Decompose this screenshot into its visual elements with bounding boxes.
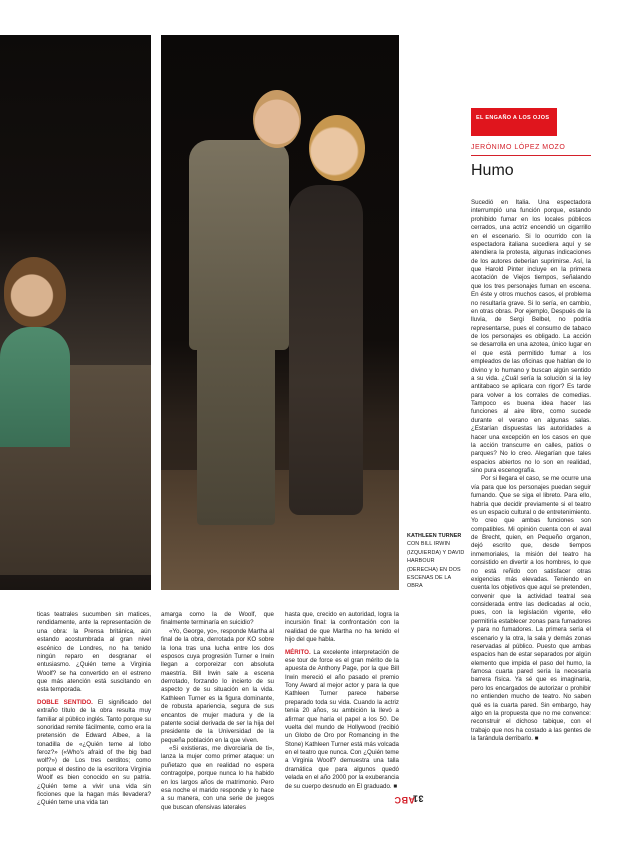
sidebar-paragraph-2: Por si llegara el caso, se me ocurre una vía para que los personajes puedan seguir fumando. Que se siga el libreto. Para ello, habría que decidir previamente si el teatro es un espacio cultural o de entretenimiento. Yo creo que ambas funciones son compatibles. Mi opinión cuenta con el aval de Brecht, quien, en Pequeño organon, dejó escrito que, desde tiempos inmemoriales, la misión del teatro ha consistido en divertir a los hombres, lo que no está reñido con satisfacer otras exigencias más elevadas. Teniendo en cuenta los objetivos que aquí se pretenden, convenir que la actividad teatral sea considerada entre las dedicadas al ocio, pues, con la legislación vigente, ello permitiría establecer zonas para fumadores y para no fumadores. La primera sería el escenario y la otra, la sala y demás zonas reservadas al público. Puesto que ambas espacios han de estar separados por algún elemento que impida el paso del humo, la famosa cuarta pared sería la necesaria barrera física. Ya sé que es imaginaria, pero los encargados de autorizar o prohibir no entienden mucho de teatro. No saben qué es la cuarta pared. Sin embargo, hay algo en la propuesta que no me convence: reconstruir el dichoso tabique, con el trabajo que nos ha costado a las gentes de la farándula derribarlo. ■ [471, 475, 591, 742]
article-column-1 [37, 611, 151, 829]
byline-rule [471, 155, 591, 156]
article-paragraph: hasta que, crecido en autoridad, logra la incursión final: la confrontación con la realidad de que Martha no ha tenido el hijo del que habla. [285, 611, 399, 644]
article-paragraph: ticas teatrales sucumben sin matices, rendidamente, ante la representación de una obra: la Prensa británica, aún estando acostumbrada al gran nivel escénico de Londres, no ha tenido ningún reparo en desgranar el entusiasmo. ¿Quién teme a Virginia Woolf? se ha convertido en el estreno que más atención está suscitando en esta temporada. [37, 611, 151, 694]
actress-dress [289, 185, 363, 515]
article-text: La excelente interpretación de ese tour de force es el gran mérito de la apuesta de Anthony Page, por la que Bill Irwin mereció el año pasado el premio Tony Award al mejor actor y para la que Kathleen Turner parece haberse preparado toda su vida. Cuando la actriz tenía 20 años, su ambición la llevó a afirmar que haría el papel a los 50. De vuelta del mundo de Hollywood (recibió un Globo de Oro por Romancing in the Stone) Kathleen Turner está más volcada en el teatro que nunca. Con ¿Quién teme a Virginia Woolf? demuestra una talla dramática que para algunos quedó velada en el año 2000 por la exuberancia de su cuerpo desnudo en El graduado. ■ [285, 648, 399, 790]
folio-page-number: 31 [411, 793, 423, 804]
caption-name: KATHLEEN TURNER [407, 533, 462, 539]
stage-photo-left [0, 35, 151, 590]
article-column-3 [285, 611, 399, 829]
subhead-doble-sentido: DOBLE SENTIDO. [37, 698, 93, 706]
article-paragraph: «Yo, George, yo», responde Martha al final de la obra, derrotada por KO sobre la lona tras una lucha entre los dos esposos cuya progresión Turner e Irwin llegan a corporeizar con absoluta maestría. Bill Irwin sale a escena derrotado, forzando lo incierto de su aspecto y de su situación en la vida. Kathleen Turner es la figura dominante, de robusta apariencia, segura de sus encantos de mujer madura y de la patente social derivada de ser la hija del presidente de la Universidad de la pequeña población en la que viven. [161, 627, 274, 744]
author-byline: JERÓNIMO LÓPEZ MOZO [471, 144, 566, 151]
page-folio [393, 770, 423, 830]
subhead-merito: MÉRITO. [285, 648, 311, 656]
caption-text: CON BILL IRWIN (IZQUIERDA) Y DAVID HARBOUR (DERECHA) EN DOS ESCENAS DE LA OBRA [407, 541, 465, 590]
actor-head [253, 90, 301, 148]
actor-figure [189, 140, 289, 350]
actress-figure [0, 327, 70, 447]
sidebar-body [471, 199, 591, 829]
section-tag: EL ENGAÑO A LOS OJOS [471, 108, 557, 136]
article-paragraph [285, 649, 399, 791]
stage-photo-main [161, 35, 399, 590]
article-text: El significado del extraño título de la obra resulta muy familiar al público inglés. Tanto porque su sonoridad remite fácilmente, como era la pretensión de Edward Albee, a la tonadilla de «¿Quién teme al lobo feroz?» («Who's afraid of the big bad wolf?») de Los tres cerditos; como porque el destino de la escritora Virginia Woolf es bien conocido en su patria. ¿Quién teme a vivir una vida sin ficciones que la hagan más llevadera? ¿Quién teme una vida tan [37, 698, 151, 807]
article-paragraph [37, 699, 151, 808]
actress-head [309, 115, 365, 181]
opinion-sidebar [471, 108, 591, 180]
column-headline: Humo [471, 162, 514, 179]
article-paragraph: amarga como la de Woolf, que finalmente terminaría en suicidio? [161, 611, 274, 627]
photo-caption [407, 532, 465, 591]
article-paragraph: «Si existieras, me divorciaría de ti», lanza la mujer como primer ataque: un puñetazo que en realidad no espera contragolpe, porque nunca lo ha habido en los largos años de matrimonio. Pero esa noche el marido responde y lo hace a su manera, con una serie de juegos que buscan ofensivas laterales [161, 745, 274, 811]
article-column-2 [161, 611, 274, 829]
folio-brand: ABC [393, 795, 415, 805]
actor-legs [197, 345, 275, 525]
sidebar-paragraph-1: Sucedió en Italia. Una espectadora interrumpió una función porque, estando prohibido fumar en los locales públicos cerrados, una actriz encendió un cigarrillo en el escenario. Si lo ocurrido con la espectadora italiana sucediera aquí y se atendiera la protesta, algunas indicaciones de los autores deberían suprimirse. Así, la que Harold Pinter incluye en la primera acotación de Viejos tiempos, señalando que los tres personajes fuman en escena. En éste y otros muchos casos, el problema no resultaría grave. Si lo sería, en cambio, en otras obras. Por ejemplo, Después de la lluvia, de Sergi Belbel, no podría representarse, pues el consumo de tabaco de los personajes es obligado. La acción se desarrolla en una azotea, único lugar en el que está permitido fumar a los empleados de las oficinas que hablan de lo divino y lo humano y buscan algún sentido a su vida. ¿Cuál sería la solución si la ley antitabaco se aplicara con rigor? Es tarde para volver a los corrales de comedias. Tampoco es buena idea hacer las funciones al aire libre, como sucede durante el verano en algunas salas. ¿Estarían dispuestas las autoridades a hacer una excepción en los casos en que la acción transcurre en calles, patios o parques? No lo creo. Alegarían que tales espacios abiertos no lo son en realidad, sino pura escenografía. [471, 199, 591, 474]
actress-head [4, 257, 66, 327]
